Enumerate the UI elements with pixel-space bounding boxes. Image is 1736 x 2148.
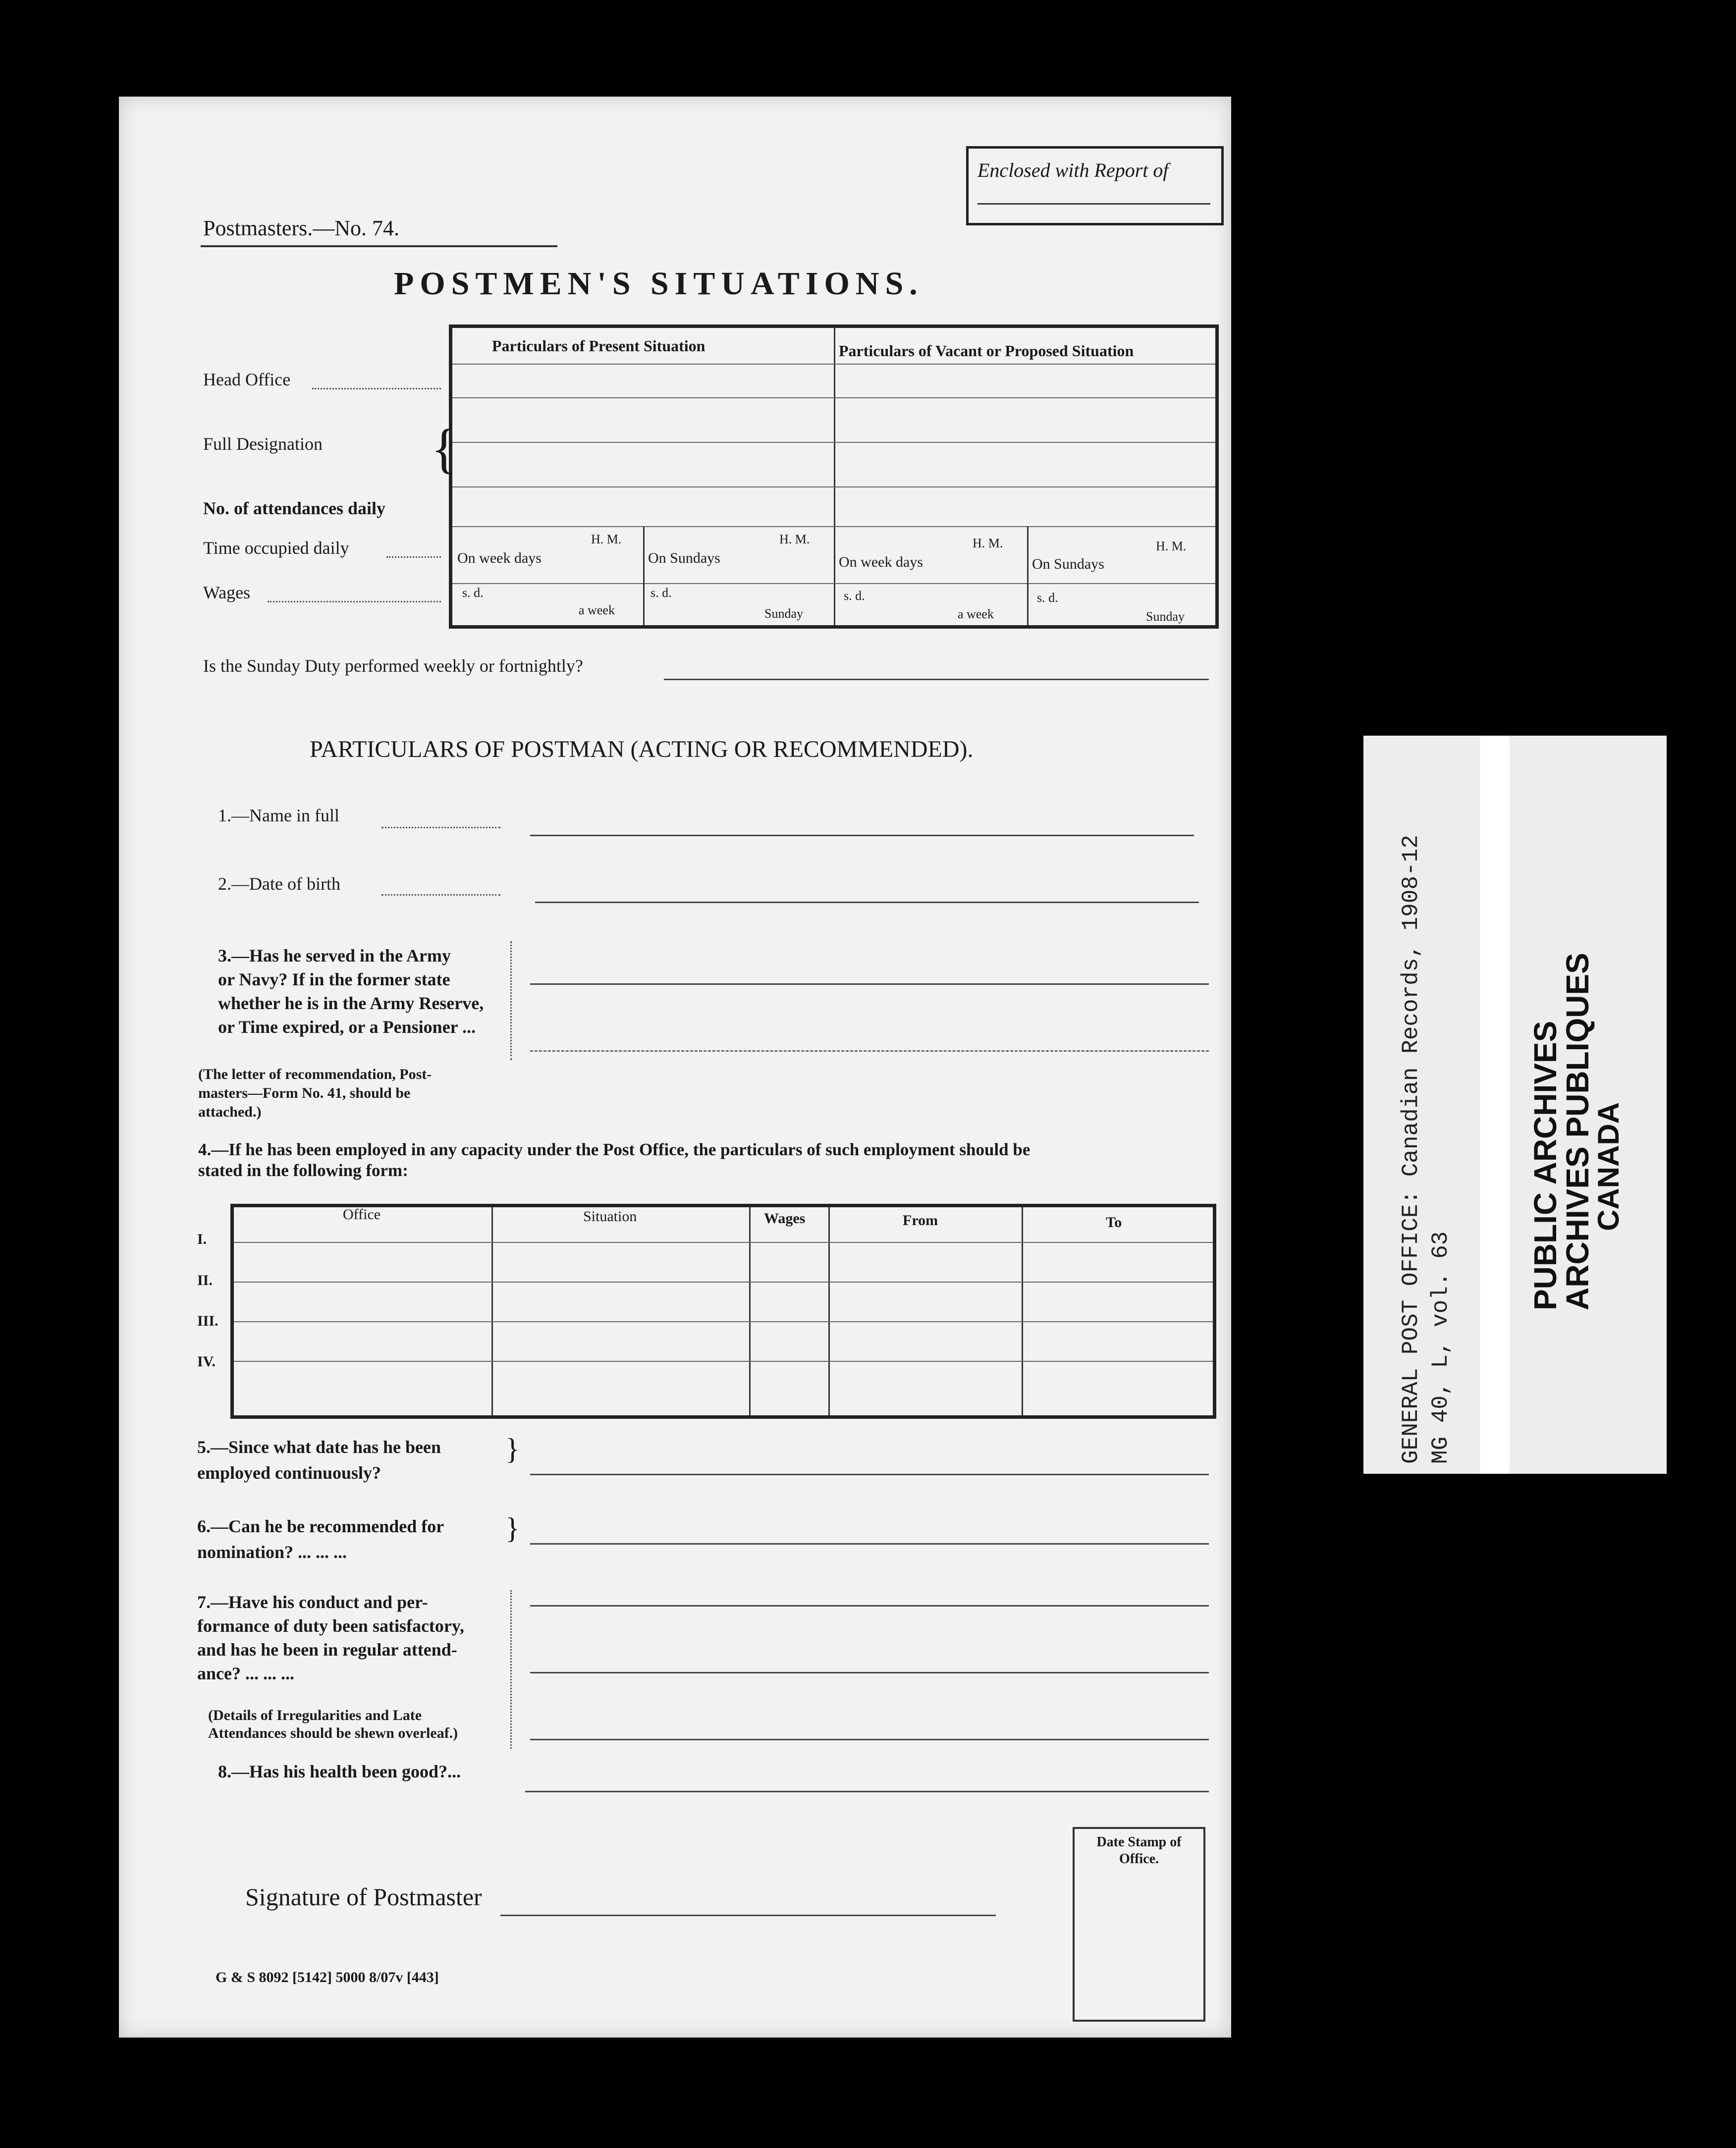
q3-note-line: attached.) bbox=[198, 1104, 262, 1120]
row-label: III. bbox=[197, 1313, 218, 1329]
sd-label: s. d. bbox=[1037, 591, 1058, 605]
sunday-label: Sunday bbox=[764, 606, 803, 621]
on-sundays-label: On Sundays bbox=[1032, 556, 1104, 572]
answer-line bbox=[530, 835, 1194, 836]
signature-label: Signature of Postmaster bbox=[245, 1883, 482, 1911]
head-office-label: Head Office bbox=[203, 370, 291, 389]
col-divider bbox=[749, 1207, 751, 1415]
col-divider bbox=[1022, 1207, 1023, 1415]
section-title: PARTICULARS OF POSTMAN (ACTING OR RECOMMENDED). bbox=[310, 736, 974, 762]
q7-note-line: (Details of Irregularities and Late bbox=[208, 1707, 422, 1723]
row-line bbox=[234, 1321, 1213, 1322]
on-week-days-label: On week days bbox=[457, 550, 542, 566]
answer-line bbox=[525, 1791, 1209, 1792]
from-header: From bbox=[903, 1212, 938, 1229]
q7-line: and has he been in regular attend- bbox=[197, 1640, 457, 1660]
sunday-duty-question: Is the Sunday Duty performed weekly or fortnightly? bbox=[203, 656, 583, 676]
attendances-label: No. of attendances daily bbox=[203, 498, 385, 518]
archive-stamp-2: ARCHIVES PUBLIQUES bbox=[1560, 953, 1595, 1310]
form-number-underline bbox=[201, 245, 557, 247]
page-title: POSTMEN'S SITUATIONS. bbox=[394, 266, 923, 302]
answer-line bbox=[530, 1605, 1209, 1607]
a-week-label: a week bbox=[958, 607, 994, 621]
brace: } bbox=[505, 1512, 520, 1545]
answer-line bbox=[530, 1474, 1209, 1475]
q4-line: 4.—If he has been employed in any capacity under the Post Office, the particulars of such employment should be bbox=[198, 1140, 1031, 1159]
row-line bbox=[234, 1282, 1213, 1283]
q2-label: 2.—Date of birth bbox=[218, 874, 340, 894]
row-line bbox=[452, 364, 1215, 365]
q3-note-line: (The letter of recommendation, Post- bbox=[198, 1066, 432, 1082]
on-sundays-label: On Sundays bbox=[648, 550, 720, 566]
signature-line bbox=[500, 1915, 996, 1916]
answer-line bbox=[530, 1672, 1209, 1673]
q6-label bbox=[197, 1513, 444, 1565]
sd-label: s. d. bbox=[462, 586, 484, 600]
archive-stamp-3: CANADA bbox=[1592, 1102, 1625, 1231]
row-line bbox=[452, 486, 1215, 487]
dot-leader bbox=[381, 827, 500, 828]
q4-label bbox=[198, 1139, 1030, 1181]
q7-line: ance? ... ... ... bbox=[197, 1664, 294, 1683]
dot-leader bbox=[386, 556, 441, 558]
q5-line: employed continuously? bbox=[197, 1463, 381, 1483]
q1-label: 1.—Name in full bbox=[218, 806, 339, 825]
answer-line bbox=[664, 679, 1209, 680]
q3-line: 3.—Has he served in the Army bbox=[218, 946, 451, 966]
row-line bbox=[452, 526, 1215, 527]
on-week-days-label: On week days bbox=[839, 554, 923, 570]
answer-line bbox=[535, 902, 1199, 903]
form-page bbox=[119, 97, 1231, 2038]
time-occupied-label: Time occupied daily bbox=[203, 538, 349, 558]
sub-divider bbox=[1027, 526, 1029, 625]
dot-leader bbox=[312, 388, 441, 389]
row-label: I. bbox=[197, 1231, 207, 1247]
sunday-label: Sunday bbox=[1146, 609, 1185, 624]
wages-header: Wages bbox=[764, 1210, 806, 1227]
form-number: Postmasters.—No. 74. bbox=[203, 216, 399, 240]
date-stamp-box bbox=[1073, 1827, 1205, 2022]
sd-label: s. d. bbox=[651, 586, 672, 600]
q3-bracket bbox=[510, 941, 514, 1060]
to-header: To bbox=[1106, 1214, 1122, 1231]
date-stamp-label: Date Stamp of Office. bbox=[1096, 1834, 1182, 1867]
archive-line-2: MG 40, L, vol. 63 bbox=[1428, 1231, 1454, 1464]
full-designation-label: Full Designation bbox=[203, 434, 323, 454]
q3-note-line: masters—Form No. 41, should be bbox=[198, 1085, 411, 1101]
wages-label: Wages bbox=[203, 583, 251, 602]
sd-label: s. d. bbox=[844, 589, 865, 603]
q7-label bbox=[197, 1590, 464, 1685]
q5-label bbox=[197, 1434, 441, 1486]
q7-bracket bbox=[510, 1590, 514, 1749]
row-line bbox=[452, 583, 1215, 584]
hm-label: H. M. bbox=[779, 532, 810, 546]
a-week-label: a week bbox=[579, 603, 615, 617]
archive-stamp-1: PUBLIC ARCHIVES bbox=[1527, 1020, 1563, 1310]
row-label: II. bbox=[197, 1272, 213, 1289]
archive-label-card bbox=[1363, 736, 1667, 1474]
brace: } bbox=[505, 1433, 520, 1465]
answer-line bbox=[530, 1739, 1209, 1740]
q7-note-line: Attendances should be shewn overleaf.) bbox=[208, 1725, 458, 1741]
q4-line: stated in the following form: bbox=[198, 1161, 408, 1180]
brace: { bbox=[431, 418, 457, 479]
answer-line bbox=[530, 1543, 1209, 1545]
employment-table bbox=[230, 1204, 1216, 1419]
q3-note bbox=[198, 1065, 432, 1122]
situation-divider bbox=[834, 328, 835, 625]
dot-leader bbox=[268, 601, 441, 602]
hm-label: H. M. bbox=[1156, 539, 1187, 553]
row-line bbox=[234, 1361, 1213, 1362]
situation-table bbox=[449, 324, 1219, 629]
col-vacant-header: Particulars of Vacant or Proposed Situation bbox=[839, 342, 1134, 360]
hm-label: H. M. bbox=[591, 532, 622, 546]
sub-divider bbox=[643, 526, 645, 625]
dot-leader bbox=[381, 894, 500, 896]
row-line bbox=[234, 1242, 1213, 1243]
q6-line: nomination? ... ... ... bbox=[197, 1542, 347, 1562]
enclosed-label: Enclosed with Report of bbox=[977, 159, 1169, 181]
q7-line: 7.—Have his conduct and per- bbox=[197, 1592, 428, 1612]
row-line bbox=[452, 397, 1215, 398]
archive-line-1: GENERAL POST OFFICE: Canadian Records, 1908-12 bbox=[1398, 835, 1424, 1464]
q7-line: formance of duty been satisfactory, bbox=[197, 1616, 464, 1636]
col-divider bbox=[828, 1207, 830, 1415]
q6-line: 6.—Can he be recommended for bbox=[197, 1516, 444, 1536]
col-present-header: Particulars of Present Situation bbox=[492, 337, 705, 355]
answer-line bbox=[530, 1050, 1209, 1052]
q8-label: 8.—Has his health been good?... bbox=[218, 1762, 461, 1781]
office-header: Office bbox=[343, 1206, 381, 1223]
hm-label: H. M. bbox=[973, 536, 1003, 550]
q3-label bbox=[218, 944, 484, 1039]
answer-line bbox=[530, 983, 1209, 985]
card-strip bbox=[1480, 736, 1510, 1474]
q3-line: whether he is in the Army Reserve, bbox=[218, 993, 484, 1013]
enclosed-line bbox=[977, 203, 1210, 205]
col-divider bbox=[491, 1207, 493, 1415]
enclosed-box bbox=[966, 146, 1224, 225]
q3-line: or Navy? If in the former state bbox=[218, 969, 450, 989]
q7-note bbox=[208, 1707, 458, 1742]
situation-header: Situation bbox=[583, 1208, 637, 1225]
row-label: IV. bbox=[197, 1353, 216, 1370]
q5-line: 5.—Since what date has he been bbox=[197, 1437, 441, 1457]
q3-line: or Time expired, or a Pensioner ... bbox=[218, 1017, 476, 1037]
printer-code: G & S 8092 [5142] 5000 8/07v [443] bbox=[216, 1969, 439, 1986]
row-line bbox=[452, 442, 1215, 443]
